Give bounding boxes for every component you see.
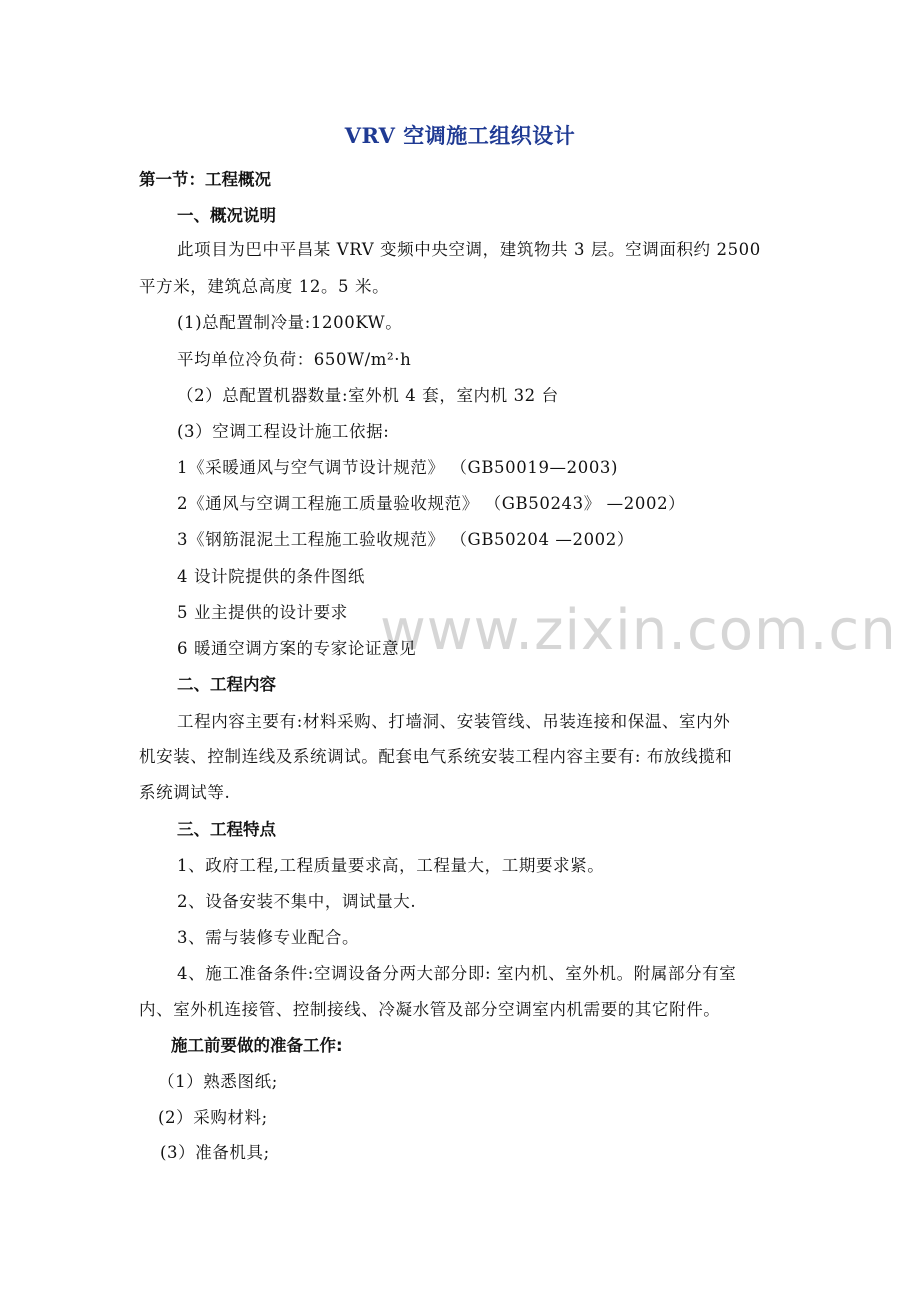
prep-item: (3）准备机具; (160, 1143, 270, 1162)
basis-item: 2《通风与空调工程施工质量验收规范》 （GB50243》 —2002） (177, 494, 686, 513)
watermark: www.zixin.com.cn (380, 598, 897, 663)
design-basis-heading: (3）空调工程设计施工依据: (177, 422, 390, 441)
document-title: VRV 空调施工组织设计 (344, 123, 576, 148)
feature-item: 2、设备安装不集中，调试量大. (177, 892, 417, 911)
basis-item: 6 暖通空调方案的专家论证意见 (177, 639, 417, 658)
feature-item: 1、政府工程,工程质量要求高，工程量大，工期要求紧。 (177, 856, 605, 875)
basis-item: 5 业主提供的设计要求 (177, 603, 348, 622)
feature-item-continued: 内、室外机连接管、控制接线、冷凝水管及部分空调室内机需要的其它附件。 (139, 1000, 721, 1019)
config-units: （2）总配置机器数量:室外机 4 套，室内机 32 台 (177, 386, 559, 405)
overview-paragraph-line: 此项目为巴中平昌某 VRV 变频中央空调，建筑物共 3 层。空调面积约 2500 (177, 240, 761, 259)
prep-item: （1）熟悉图纸; (158, 1072, 278, 1091)
basis-item: 1《采暖通风与空气调节设计规范》 （GB50019—2003) (177, 458, 619, 477)
basis-item: 3《钢筋混泥土工程施工验收规范》 （GB50204 —2002） (177, 530, 634, 549)
config-cooling: (1)总配置制冷量:1200KW。 (177, 313, 403, 332)
config-load: 平均单位冷负荷：650W/m²·h (177, 350, 412, 369)
features-heading: 三、工程特点 (177, 820, 276, 839)
overview-paragraph-line: 平方米，建筑总高度 12。5 米。 (139, 277, 390, 296)
basis-item: 4 设计院提供的条件图纸 (177, 567, 365, 586)
content-heading: 二、工程内容 (177, 675, 276, 694)
content-paragraph-line: 系统调试等. (139, 783, 231, 802)
prep-item: (2）采购材料; (158, 1108, 268, 1127)
section-heading: 第一节：工程概况 (139, 170, 271, 189)
overview-heading: 一、概况说明 (177, 206, 276, 225)
feature-item: 3、需与装修专业配合。 (177, 928, 360, 947)
content-paragraph-line: 工程内容主要有:材料采购、打墙洞、安装管线、吊装连接和保温、室内外 (177, 712, 731, 731)
feature-item: 4、施工准备条件:空调设备分两大部分即: 室内机、室外机。附属部分有室 (177, 964, 737, 983)
content-paragraph-line: 机安装、控制连线及系统调试。配套电气系统安装工程内容主要有: 布放线揽和 (139, 747, 733, 766)
prep-heading: 施工前要做的准备工作: (171, 1036, 343, 1055)
